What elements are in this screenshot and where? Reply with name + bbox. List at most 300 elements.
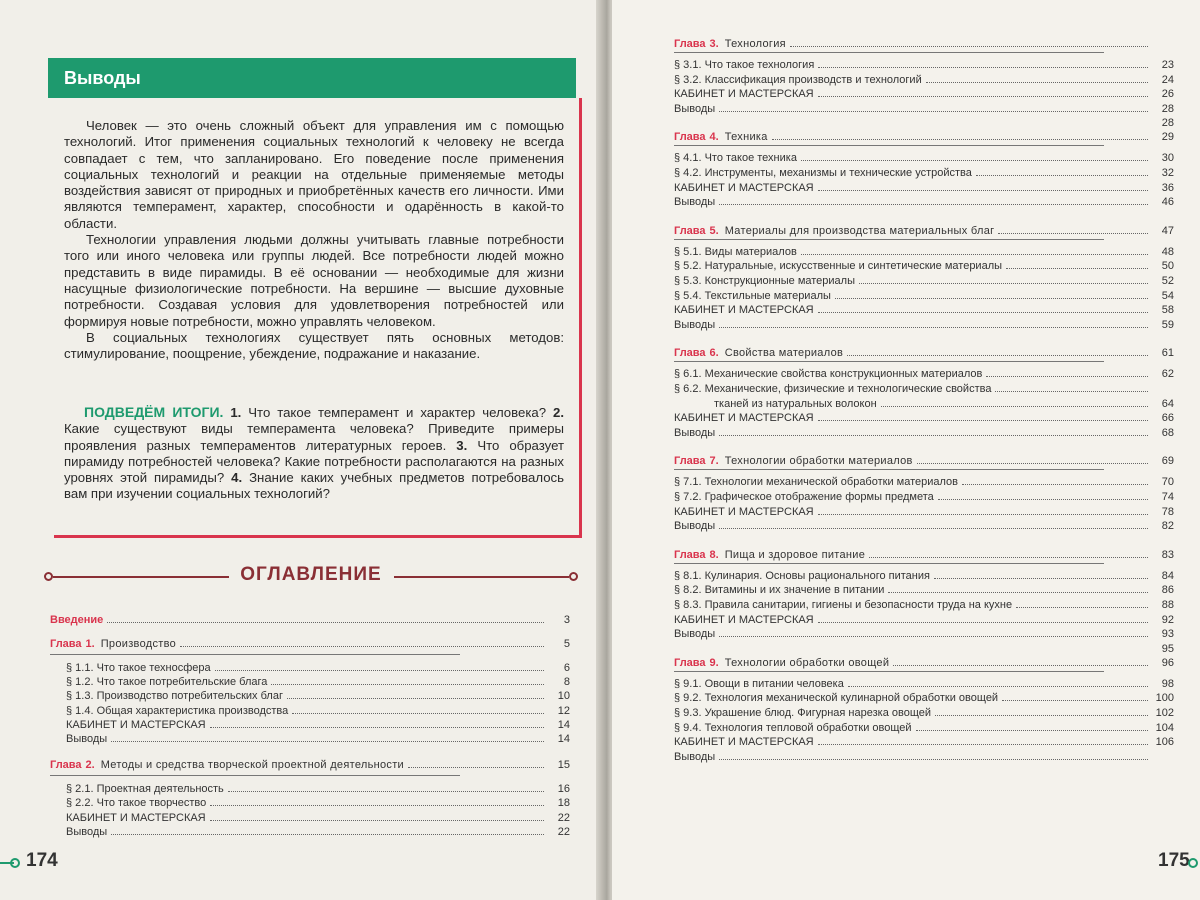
- toc-entry-row: [674, 180, 1174, 194]
- chapter-prefix: Глава: [674, 548, 706, 561]
- toc-page-number: 93: [1161, 628, 1174, 641]
- toc-entry-label: [674, 59, 814, 71]
- toc-page-number: 5: [563, 638, 570, 650]
- toc-entry-text: § 6.1. Механические свойства конструкционных материалов: [674, 368, 983, 381]
- section-rule: [674, 239, 1104, 240]
- toc-entry-label: [674, 182, 814, 194]
- toc-page-number: 70: [1161, 476, 1174, 489]
- toc-chapter-row: [674, 345, 1174, 359]
- toc-entry-label: [674, 38, 786, 50]
- toc-entry-label: [674, 506, 814, 518]
- toc-entry-label: [674, 751, 715, 763]
- toc-entry-label: [674, 246, 797, 258]
- toc-entry-text: КАБИНЕТ И МАСТЕРСКАЯ: [674, 505, 814, 518]
- chapter-title: Техника: [724, 131, 768, 144]
- leader-dots: [976, 175, 1148, 176]
- leader-dots: [818, 744, 1148, 745]
- toc-entry-row: [674, 288, 1174, 302]
- toc-entry-text: § 5.3. Конструкционные материалы: [674, 275, 855, 287]
- section-rule: [674, 671, 1104, 672]
- toc-entry-row: [674, 86, 1174, 100]
- chapter-prefix: Глава: [674, 656, 706, 669]
- section-rule: [674, 563, 1104, 564]
- toc-page-number: 58: [1161, 304, 1174, 317]
- chapter-prefix: Глава: [674, 38, 706, 50]
- leader-dots: [408, 767, 544, 768]
- toc-entry-row: [674, 410, 1174, 424]
- toc-entry-text: Выводы: [674, 426, 716, 439]
- leader-dots: [818, 514, 1148, 515]
- toc-chapter-row: [674, 36, 1174, 50]
- toc-entry-label: [674, 692, 998, 704]
- toc-chapter-row: [674, 129, 1174, 143]
- toc-entry-label: [674, 196, 715, 208]
- chapter-prefix: Глава: [674, 455, 706, 468]
- toc-entry-label: [66, 783, 224, 795]
- toc-page-number: 95: [1161, 642, 1174, 655]
- question-number: 2.: [553, 405, 564, 420]
- toc-page-number: 98: [1161, 677, 1174, 690]
- leader-dots: [228, 791, 544, 792]
- toc-chapter-row: [674, 453, 1174, 467]
- toc-entry-row: [66, 717, 570, 731]
- toc-entry-text: § 3.2. Классификация производств и технологий: [674, 73, 922, 86]
- toc-entry-row: [674, 690, 1174, 704]
- leader-dots: [1006, 268, 1148, 269]
- chapter-title: Свойства материалов: [724, 347, 844, 360]
- chapter-title: Технология: [724, 38, 786, 50]
- chapter-number: 4.: [709, 131, 719, 144]
- toc-entry-row: [674, 72, 1174, 86]
- toc-entry-text: § 9.2. Технология механической кулинарной обработки овощей: [674, 692, 999, 705]
- leader-dots: [848, 686, 1148, 687]
- toc-entry-text: Выводы: [66, 733, 108, 745]
- chapter-prefix: Глава: [674, 224, 706, 237]
- toc-page-number: 84: [1161, 569, 1174, 582]
- toc-entry-text: § 4.2. Инструменты, механизмы и технические устройства: [674, 167, 972, 179]
- toc-entry-row: [674, 612, 1174, 626]
- leader-dots: [801, 254, 1148, 255]
- leader-dots: [818, 190, 1148, 191]
- leader-dots: [962, 484, 1148, 485]
- toc-entry-label: [674, 275, 855, 287]
- section-rule: [674, 469, 1104, 470]
- toc-entry-row: [674, 150, 1174, 164]
- toc-page-number: 82: [1161, 520, 1174, 533]
- toc-page-number: 48: [1161, 245, 1174, 258]
- section-rule: [674, 361, 1104, 362]
- toc-entry-text: § 2.2. Что такое творчество: [66, 797, 207, 810]
- toc-chapter-row: [50, 757, 570, 771]
- leader-dots: [818, 96, 1148, 97]
- toc-chapter-row: [674, 223, 1174, 237]
- toc-entry-text: § 9.4. Технология тепловой обработки овощей: [674, 721, 912, 734]
- chapter-number: 1.: [85, 638, 95, 650]
- toc-page-number: 106: [1155, 736, 1174, 749]
- toc-entry-row: [674, 165, 1174, 179]
- toc-entry-label: [674, 520, 715, 532]
- toc-entry-label: [674, 549, 865, 561]
- chapter-prefix: Глава: [674, 347, 706, 360]
- toc-page-number: 100: [1155, 692, 1174, 705]
- chapter-title: Методы и средства творческой проектной деятельности: [100, 759, 404, 772]
- toc-entry-label: [66, 676, 267, 688]
- toc-entry-label: [674, 304, 814, 316]
- toc-page-number: 61: [1161, 347, 1174, 360]
- toc-tail-number: [1152, 641, 1174, 655]
- toc-entry-row: [66, 731, 570, 745]
- toc-page-number: 50: [1161, 260, 1174, 273]
- toc-entry-label: [50, 638, 176, 650]
- leader-dots: [859, 283, 1148, 284]
- toc-entry-row: [66, 674, 570, 688]
- toc-page-number: 12: [557, 704, 570, 717]
- folio-dot-icon: [1188, 858, 1198, 868]
- toc-page-number: 68: [1161, 426, 1174, 439]
- toc-entry-text: § 7.2. Графическое отображение формы предмета: [674, 491, 934, 503]
- toc-entry-row: [66, 660, 570, 674]
- toc-entry-text: КАБИНЕТ И МАСТЕРСКАЯ: [674, 304, 814, 317]
- chapter-title: Технологии обработки овощей: [724, 656, 890, 669]
- leader-dots: [107, 622, 544, 623]
- leader-dots: [719, 435, 1148, 436]
- toc-entry-text: КАБИНЕТ И МАСТЕРСКАЯ: [66, 811, 206, 824]
- toc-page-number: 83: [1161, 548, 1174, 561]
- leader-dots: [180, 646, 544, 647]
- toc-entry-row: [66, 781, 570, 795]
- toc-entry-label: [674, 103, 715, 115]
- toc-entry-row: [674, 676, 1174, 690]
- toc-chapter-row: [50, 636, 570, 650]
- toc-entry-label: [674, 131, 768, 143]
- toc-page-number: 14: [557, 718, 570, 731]
- toc-entry-label: [674, 290, 831, 302]
- leader-dots: [719, 528, 1148, 529]
- toc-entry-text: § 4.1. Что такое техника: [674, 152, 797, 165]
- toc-page-number: 104: [1155, 721, 1174, 734]
- toc-entry-label: [674, 455, 913, 467]
- toc-page-number: 23: [1161, 59, 1174, 71]
- toc-entry-label: [66, 719, 206, 731]
- summary-paragraph: Технологии управления людьми должны учитывать главные потребности того или иного человека или группы людей. Все потребности людей можно представить в виде пирамиды. В её основании — необходимые для жизни насущные физиологические потребности. На вершине — высшие духовные потребности. Создавая условия для удовлетворения потребностей или формируя новые потребности, можно управлять человеком.: [64, 232, 564, 329]
- toc-entry-text: § 8.3. Правила санитарии, гигиены и безопасности труда на кухне: [674, 599, 1013, 611]
- toc-entry-text: Выводы: [674, 628, 716, 641]
- section-rule: [674, 145, 1104, 146]
- toc-chapter-row: [674, 547, 1174, 561]
- toc-page-number: 6: [563, 662, 570, 674]
- leader-dots: [210, 820, 544, 821]
- toc-entry-text: § 3.1. Что такое технология: [674, 59, 815, 71]
- chapter-title: Производство: [100, 638, 177, 650]
- toc-entry-row: [674, 57, 1174, 71]
- toc-entry-label: [674, 368, 982, 380]
- toc-entry-row: [674, 273, 1174, 287]
- leader-dots: [893, 665, 1148, 666]
- toc-page-number: 46: [1161, 196, 1174, 209]
- toc-entry-row: [66, 688, 570, 702]
- review-label: ПОДВЕДЁМ ИТОГИ.: [84, 404, 224, 420]
- toc-page-number: 22: [557, 811, 570, 824]
- toc-entry-label: [674, 628, 715, 640]
- toc-entry-text: Выводы: [674, 520, 716, 533]
- toc-entry-text: КАБИНЕТ И МАСТЕРСКАЯ: [66, 718, 206, 731]
- toc-entry-row: [66, 810, 570, 824]
- toc-page-number: 69: [1161, 455, 1174, 468]
- leader-dots: [801, 160, 1148, 161]
- toc-entry-row: [674, 489, 1174, 503]
- toc-entry-text: § 2.1. Проектная деятельность: [66, 783, 224, 796]
- toc-title: ОГЛАВЛЕНИЕ: [240, 564, 382, 585]
- toc-entry-row: [674, 518, 1174, 532]
- toc-entry-row: [674, 749, 1174, 763]
- leader-dots: [835, 298, 1148, 299]
- chapter-number: 3.: [709, 38, 719, 50]
- toc-entry-text: КАБИНЕТ И МАСТЕРСКАЯ: [674, 412, 814, 425]
- chapter-title: Технологии обработки материалов: [724, 455, 913, 468]
- toc-chapter-row: [50, 612, 570, 626]
- toc-entry-label: [674, 678, 844, 690]
- leader-dots: [934, 578, 1148, 579]
- toc-entry-row: [674, 101, 1174, 115]
- chapter-prefix: Глава: [50, 759, 82, 772]
- toc-entry-label: [66, 690, 283, 702]
- toc-entry-row: [674, 582, 1174, 596]
- toc-entry-row: [674, 705, 1174, 719]
- question-number: 4.: [231, 470, 243, 486]
- section-rule: [50, 654, 460, 655]
- toc-entry-label: [50, 614, 103, 626]
- toc-chapter-row: [674, 655, 1174, 669]
- leader-dots: [790, 46, 1148, 47]
- toc-entry-label: [674, 319, 715, 331]
- toc-entry-text: КАБИНЕТ И МАСТЕРСКАЯ: [674, 736, 814, 749]
- toc-page-number: 18: [557, 797, 570, 810]
- summary-paragraph: Человек — это очень сложный объект для управления им с помощью технологий. Итог применения социальных технологий к человеку не всегда совпадает с тем, что запланировано. Его поведение после применения социальных технологий и реакции на отдельные применяемые методы воздействия зависят от природных и приобретённых качеств его личности. Ими являются темперамент, характер, способности и одарённость в какой-то области.: [64, 118, 564, 231]
- toc-entry-label: [66, 662, 211, 674]
- toc-page-number: 26: [1161, 88, 1174, 101]
- chapter-title: Материалы для производства материальных благ: [724, 224, 995, 237]
- toc-page-number: 74: [1161, 491, 1174, 503]
- toc-entry-text: Выводы: [674, 196, 716, 209]
- toc-entry-text: § 8.2. Витамины и их значение в питании: [674, 584, 885, 597]
- toc-entry-label: [674, 736, 814, 748]
- toc-entry-label: [674, 347, 843, 359]
- toc-entry-text: КАБИНЕТ И МАСТЕРСКАЯ: [674, 181, 814, 194]
- toc-page-number: 88: [1161, 599, 1174, 611]
- leader-dots: [287, 698, 544, 699]
- chapter-number: 6.: [709, 347, 719, 360]
- toc-entry-label: [674, 599, 1012, 611]
- toc-page-number: 92: [1161, 613, 1174, 626]
- toc-entry-text: § 5.1. Виды материалов: [674, 245, 797, 258]
- toc-entry-row: [674, 366, 1174, 380]
- toc-entry-text: § 1.4. Общая характеристика производства: [66, 704, 289, 717]
- toc-entry-row: [66, 795, 570, 809]
- question-text: Какие существуют виды темперамента человека? Приведите примеры проявления разных темпераментов литературных героев.: [64, 421, 564, 453]
- toc-entry-text: § 7.1. Технологии механической обработки материалов: [674, 476, 959, 489]
- section-rule: [50, 775, 460, 776]
- toc-page-number: 36: [1161, 181, 1174, 194]
- toc-entry-label: [66, 812, 206, 824]
- leader-dots: [888, 592, 1148, 593]
- chapter-number: 2.: [85, 759, 95, 772]
- leader-dots: [818, 312, 1148, 313]
- toc-entry-label: [674, 657, 889, 669]
- leader-dots: [719, 636, 1148, 637]
- toc-page-number: 54: [1161, 289, 1174, 302]
- question-number: 3.: [456, 437, 468, 453]
- leader-dots: [1002, 700, 1148, 701]
- folio-dot-icon: [10, 858, 20, 868]
- toc-entry-row: [674, 597, 1174, 611]
- leader-dots: [869, 557, 1148, 558]
- toc-page-number: 14: [557, 733, 570, 745]
- toc-entry-label: [674, 152, 797, 164]
- toc-entry-row: [674, 720, 1174, 734]
- toc-entry-label: [674, 225, 994, 237]
- toc-page-number: 15: [557, 759, 570, 772]
- question-text: Знание каких учебных предметов потребовалось вам при изучении социальных технологий?: [64, 470, 564, 502]
- toc-entry-label: [674, 88, 814, 100]
- question-text: Что такое темперамент и характер человека?: [248, 405, 547, 420]
- toc-heading: [44, 564, 578, 590]
- leader-dots: [847, 355, 1148, 356]
- toc-entry-label: [674, 491, 934, 503]
- chapter-number: 9.: [709, 656, 719, 669]
- toc-entry-label: [66, 826, 107, 838]
- toc-entry-text: КАБИНЕТ И МАСТЕРСКАЯ: [674, 613, 814, 626]
- toc-entry-text: § 1.1. Что такое техносфера: [66, 662, 211, 674]
- toc-entry-label: [674, 707, 931, 719]
- toc-entry-text: § 6.2. Механические, физические и технологические свойства: [674, 383, 992, 395]
- leader-dots: [818, 622, 1148, 623]
- toc-entry-row: [674, 244, 1174, 258]
- toc-page-number: 10: [557, 690, 570, 703]
- toc-entry-row: [714, 396, 1174, 410]
- toc-entry-label: [674, 167, 972, 179]
- leader-dots: [772, 139, 1148, 140]
- toc-page-number: 78: [1161, 505, 1174, 518]
- leader-dots: [998, 233, 1148, 234]
- toc-entry-row: [674, 381, 1174, 395]
- toc-entry-label: [714, 398, 877, 410]
- section-rule: [674, 52, 1104, 53]
- toc-entry-label: [674, 260, 1002, 272]
- leader-dots: [935, 715, 1148, 716]
- toc-entry-row: [66, 824, 570, 838]
- toc-page-number: 66: [1161, 412, 1174, 425]
- toc-entry-label: [674, 476, 958, 488]
- question-number: 1.: [230, 405, 242, 420]
- toc-entry-row: [674, 258, 1174, 272]
- summary-paragraph: В социальных технологиях существует пять основных методов: стимулирование, поощрение, убеждение, подражание и наказание.: [64, 329, 564, 362]
- toc-page-number: 3: [563, 614, 570, 626]
- toc-entry-label: [674, 412, 814, 424]
- toc-entry-label: [50, 759, 404, 771]
- intro-label: Введение: [50, 614, 104, 626]
- toc-entry-text: § 5.2. Натуральные, искусственные и синтетические материалы: [674, 260, 1003, 273]
- chapter-title: Пища и здоровое питание: [724, 548, 866, 561]
- toc-entry-label: [674, 584, 884, 596]
- page-number: 175: [1158, 850, 1190, 871]
- toc-entry-text: § 1.3. Производство потребительских благ: [66, 690, 283, 703]
- summary-text: [64, 118, 564, 362]
- toc-entry-label: [674, 383, 991, 395]
- toc-entry-label: [66, 705, 288, 717]
- toc-page-number: 62: [1161, 368, 1174, 381]
- toc-entry-row: [674, 474, 1174, 488]
- toc-page-number: 64: [1161, 397, 1174, 410]
- toc-entry-row: [674, 317, 1174, 331]
- chapter-number: 5.: [709, 224, 719, 237]
- leader-dots: [926, 82, 1148, 83]
- toc-entry-row: [674, 194, 1174, 208]
- toc-entry-text: § 1.2. Что такое потребительские блага: [66, 676, 268, 689]
- toc-entry-label: [66, 733, 107, 745]
- toc-entry-row: [674, 734, 1174, 748]
- toc-entry-text: Выводы: [674, 750, 716, 763]
- leader-dots: [995, 391, 1148, 392]
- toc-entry-text: Выводы: [66, 825, 108, 838]
- toc-page-number: 47: [1161, 224, 1174, 237]
- toc-entry-row: [674, 302, 1174, 316]
- toc-entry-row: [674, 626, 1174, 640]
- toc-page-number: 22: [557, 825, 570, 838]
- leader-dots: [210, 805, 544, 806]
- leader-dots: [1016, 607, 1148, 608]
- toc-entry-text: § 9.3. Украшение блюд. Фигурная нарезка овощей: [674, 707, 932, 719]
- leader-dots: [215, 670, 544, 671]
- leader-dots: [986, 376, 1148, 377]
- toc-page-number: 28: [1161, 102, 1174, 115]
- toc-entry-row: [66, 703, 570, 717]
- leader-dots: [818, 420, 1148, 421]
- right-page: [612, 0, 1200, 900]
- chapter-number: 7.: [709, 455, 719, 468]
- toc-page-number: 29: [1161, 131, 1174, 144]
- toc-entry-row: [674, 504, 1174, 518]
- toc-entry-text: КАБИНЕТ И МАСТЕРСКАЯ: [674, 88, 814, 101]
- leader-dots: [271, 684, 544, 685]
- toc-entry-text: Выводы: [674, 318, 716, 331]
- toc-entry-text: тканей из натуральных волокон: [714, 397, 877, 410]
- question-text: Что образует пирамиду потребностей человека? Какие потребности располагаются на разных уровнях этой пирамиды?: [64, 437, 565, 486]
- toc-page-number: 59: [1161, 318, 1174, 331]
- toc-entry-label: [674, 74, 922, 86]
- toc-entry-text: Выводы: [674, 102, 716, 115]
- leader-dots: [916, 730, 1148, 731]
- leader-dots: [111, 834, 544, 835]
- leader-dots: [917, 463, 1148, 464]
- toc-page-number: 16: [557, 783, 570, 796]
- leader-dots: [719, 204, 1148, 205]
- leader-dots: [719, 111, 1148, 112]
- page-number: 174: [26, 850, 58, 871]
- toc-tail-number: [1152, 115, 1174, 129]
- toc-entry-text: § 5.4. Текстильные материалы: [674, 289, 831, 302]
- leader-dots: [111, 741, 544, 742]
- toc-entry-label: [66, 797, 206, 809]
- leader-dots: [818, 67, 1148, 68]
- toc-entry-row: [674, 425, 1174, 439]
- review-questions: [64, 404, 564, 503]
- leader-dots: [719, 759, 1148, 760]
- toc-entry-label: [674, 614, 814, 626]
- toc-entry-label: [674, 427, 715, 439]
- leader-dots: [938, 499, 1148, 500]
- toc-entry-label: [674, 570, 930, 582]
- chapter-prefix: Глава: [674, 131, 706, 144]
